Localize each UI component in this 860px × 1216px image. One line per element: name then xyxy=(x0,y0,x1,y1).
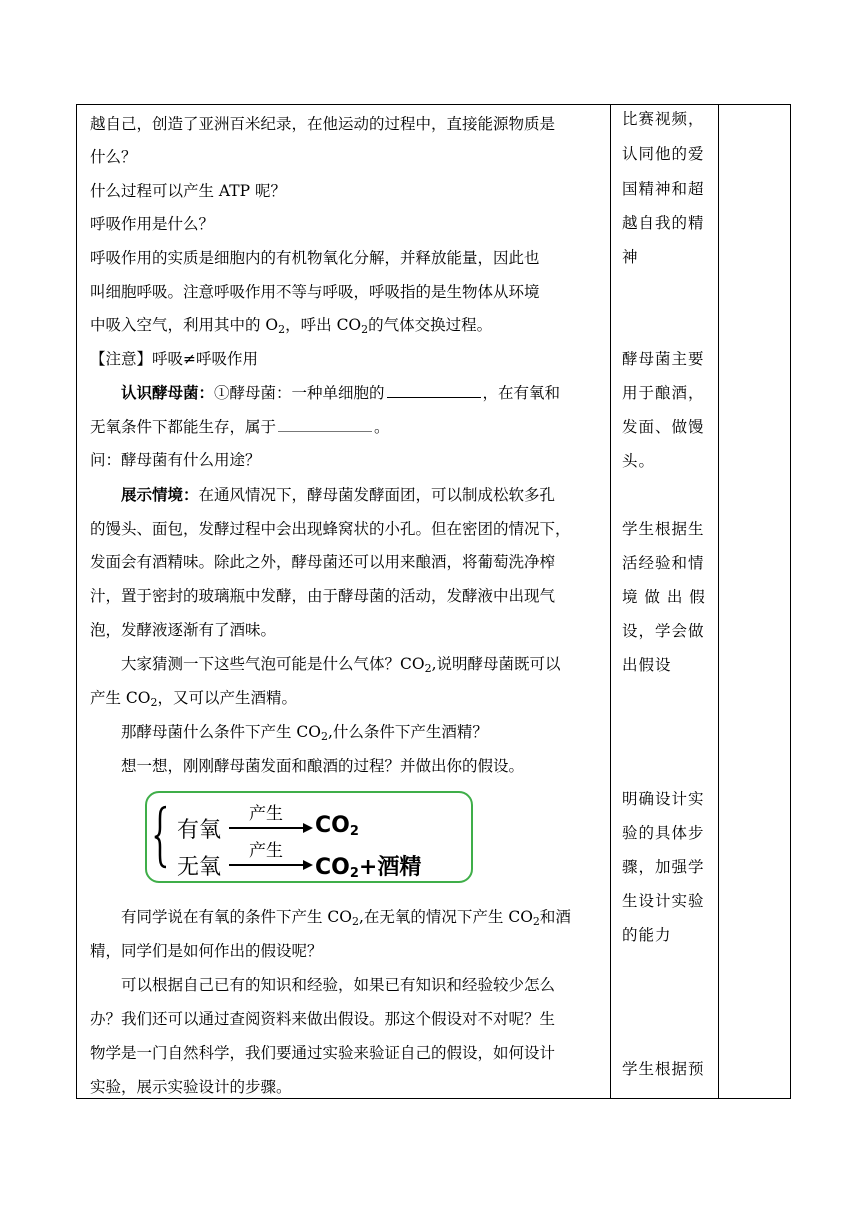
fill-blank xyxy=(278,417,372,432)
arrow-icon xyxy=(229,821,313,835)
side-text-line: 学生根据预 xyxy=(622,1060,705,1078)
side-text-line: 比赛视频， xyxy=(622,110,705,128)
guess-line-2: 产生 $CO_2$，又可以产生酒精。 xyxy=(90,689,298,709)
text-line: 呼吸作用的实质是细胞内的有机物氧化分解，并释放能量，因此也 xyxy=(90,249,540,267)
scene-line: 泡，发酵液逐渐有了酒味。 xyxy=(90,621,277,639)
fill-blank xyxy=(387,383,481,398)
text-line: 什么？ xyxy=(90,148,137,166)
text-line: 什么过程可以产生 ATP 呢？ xyxy=(90,182,286,200)
tail-line: 办？我们还可以通过查阅资料来做出假设。那这个假设对不对呢？生 xyxy=(90,1010,556,1028)
hypothesis-line-2: 精，同学们是如何作出的假设呢？ xyxy=(90,942,323,960)
note-line: 【注意】呼吸≠呼吸作用 xyxy=(90,350,258,368)
side-text-line: 神 xyxy=(622,248,639,266)
hypothesis-diagram xyxy=(145,791,473,883)
side-text-line: 明确设计实 xyxy=(622,790,705,808)
side-text-line: 发面、做馒 xyxy=(622,418,705,436)
side-text-line: 骤，加强学 xyxy=(622,858,705,876)
tail-line: 实验，展示实验设计的步骤。 xyxy=(90,1078,292,1096)
arrow-icon xyxy=(229,858,313,872)
side-text-line: 头。 xyxy=(622,452,656,470)
side-text-line: 学生根据生 xyxy=(622,520,705,538)
side-text-line: 的能力 xyxy=(622,926,672,944)
hypothesis-line: 有同学说在有氧的条件下产生 $CO_2$,在无氧的情况下产生 $CO_2$和酒 xyxy=(121,908,571,928)
side-text-line: 认同他的爱 xyxy=(622,145,705,163)
text-line: 呼吸作用是什么？ xyxy=(90,215,215,233)
aerobic-label: 有氧 xyxy=(177,818,222,843)
lesson-table xyxy=(76,104,791,1099)
side-text-line: 境 做 出 假 xyxy=(622,588,706,606)
column-divider-2 xyxy=(718,105,719,1098)
scene-line: 展示情境：在通风情况下，酵母菌发酵面团，可以制成松软多孔 xyxy=(121,485,556,504)
arrow-label: 产生 xyxy=(249,841,283,861)
side-text-line: 越自我的精 xyxy=(622,214,705,232)
brace-icon xyxy=(153,805,169,869)
side-text-line: 用于酿酒， xyxy=(622,384,705,402)
side-text-line: 设，学会做 xyxy=(622,622,705,640)
anaerobic-label: 无氧 xyxy=(177,855,222,880)
text-line: 中吸入空气，利用其中的 $O_2$，呼出 $CO_2$的气体交换过程。 xyxy=(90,316,493,336)
question-line: 问：酵母菌有什么用途？ xyxy=(90,451,261,469)
text-line: 叫细胞呼吸。注意呼吸作用不等与呼吸，呼吸指的是生物体从环境 xyxy=(90,283,540,301)
scene-line: 发面会有酒精味。除此之外，酵母菌还可以用来酿酒，将葡萄洗净榨 xyxy=(90,553,556,571)
tail-line: 物学是一门自然科学，我们要通过实验来验证自己的假设，如何设计 xyxy=(90,1044,556,1062)
yeast-line: 认识酵母菌：①酵母菌：一种单细胞的 ，在有氧和 xyxy=(121,383,561,402)
scene-line: 的馒头、面包，发酵过程中会出现蜂窝状的小孔。但在密团的情况下， xyxy=(90,520,571,538)
think-line: 想一想，刚刚酵母菌发面和酿酒的过程？并做出你的假设。 xyxy=(121,757,525,775)
side-text-line: 酵母菌主要 xyxy=(622,350,705,368)
tail-line: 可以根据自己已有的知识和经验，如果已有知识和经验较少怎么 xyxy=(121,976,556,994)
side-text-line: 国精神和超 xyxy=(622,180,705,198)
product-co2: $CO_2$ xyxy=(315,813,359,839)
guess-line: 大家猜测一下这些气泡可能是什么气体？$CO_2$,说明酵母菌既可以 xyxy=(121,655,561,675)
yeast-line-2: 无氧条件下都能生存，属于 。 xyxy=(90,418,390,436)
scene-line: 汁，置于密封的玻璃瓶中发酵，由于酵母菌的活动，发酵液中出现气 xyxy=(90,587,556,605)
column-divider-1 xyxy=(610,105,611,1098)
product-co2-alcohol: $CO_2+$酒精 xyxy=(315,854,422,881)
condition-line: 那酵母菌什么条件下产生 $CO_2$,什么条件下产生酒精？ xyxy=(121,723,488,743)
side-text-line: 验的具体步 xyxy=(622,824,705,842)
arrow-label: 产生 xyxy=(249,804,283,824)
text-line: 越自己，创造了亚洲百米纪录，在他运动的过程中，直接能源物质是 xyxy=(90,115,556,133)
side-text-line: 活经验和情 xyxy=(622,554,705,572)
side-text-line: 生设计实验 xyxy=(622,892,705,910)
side-text-line: 出假设 xyxy=(622,656,672,674)
